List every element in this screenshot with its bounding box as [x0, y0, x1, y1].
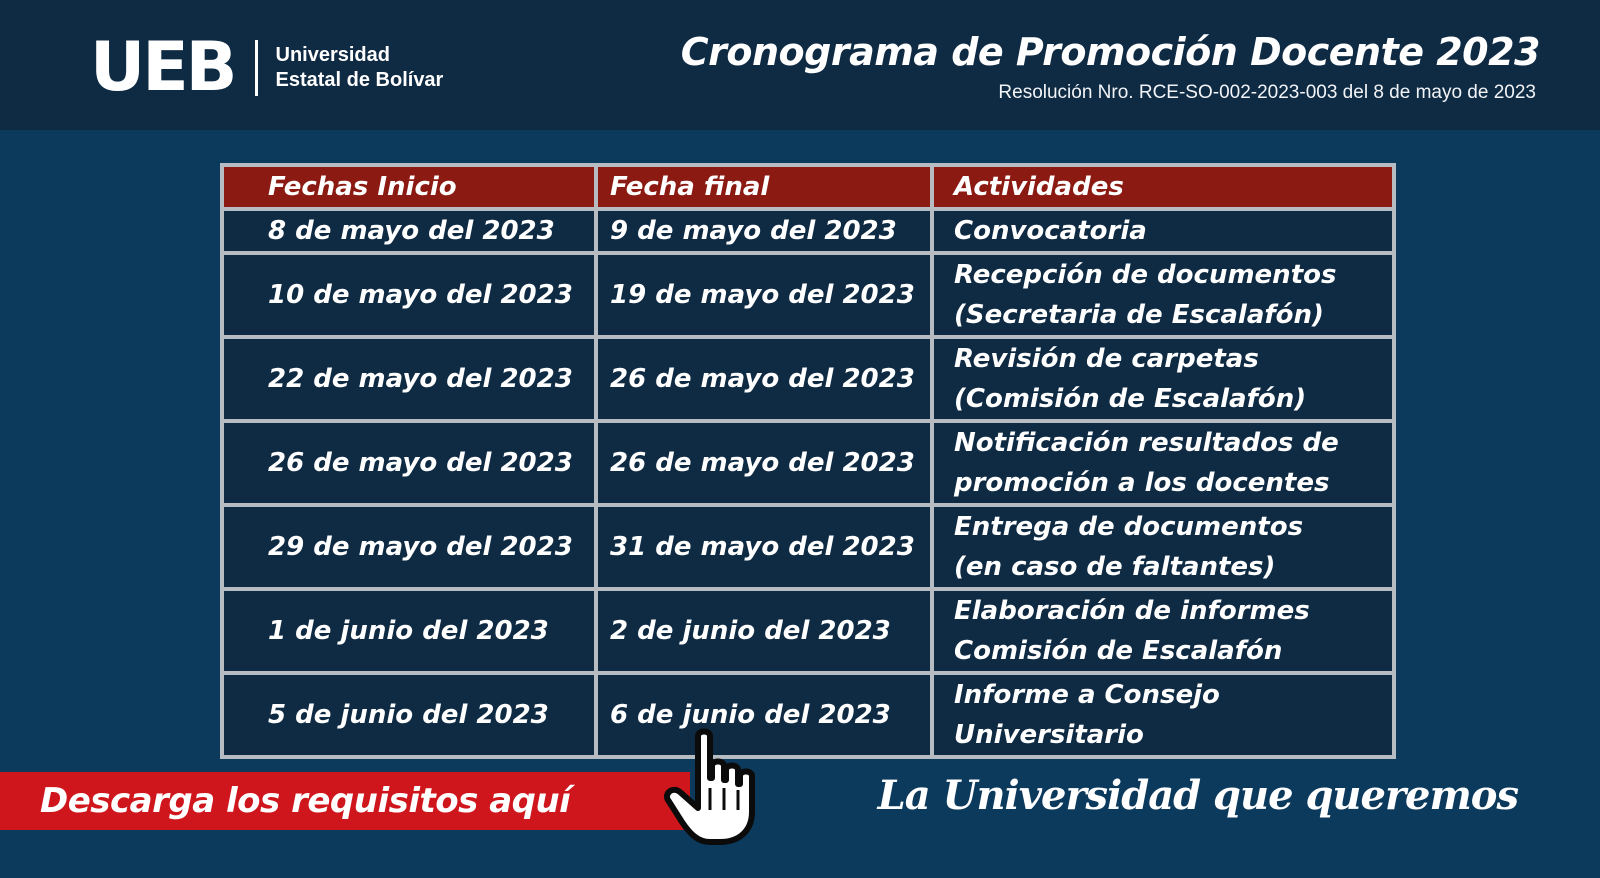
table-row — [222, 253, 1394, 337]
activity-cell — [932, 589, 1394, 673]
end-date-cell: 6 de junio del 2023 — [596, 673, 932, 757]
end-date-cell: 26 de mayo del 2023 — [596, 337, 932, 421]
activity-line: Recepción de documentos — [954, 260, 1337, 290]
activity-cell — [932, 209, 1394, 253]
ueb-logo[interactable] — [90, 28, 444, 107]
table-row — [222, 505, 1394, 589]
start-date-cell: 26 de mayo del 2023 — [222, 421, 596, 505]
header-end-date: Fecha final — [596, 165, 932, 209]
activity-line: (en caso de faltantes) — [954, 552, 1276, 582]
activity-line: Notificación resultados de — [954, 428, 1339, 458]
table-row — [222, 209, 1394, 253]
activity-line: promoción a los docentes — [954, 468, 1330, 498]
start-date-cell: 1 de junio del 2023 — [222, 589, 596, 673]
activity-cell — [932, 253, 1394, 337]
end-date-cell: 26 de mayo del 2023 — [596, 421, 932, 505]
logo-divider — [255, 40, 258, 96]
start-date-cell: 29 de mayo del 2023 — [222, 505, 596, 589]
activity-cell — [932, 505, 1394, 589]
table-header-row — [222, 165, 1394, 209]
start-date-cell: 22 de mayo del 2023 — [222, 337, 596, 421]
end-date-cell: 19 de mayo del 2023 — [596, 253, 932, 337]
activity-line: Elaboración de informes — [954, 596, 1310, 626]
header-activities: Actividades — [932, 165, 1394, 209]
pointer-hand-icon[interactable] — [658, 728, 768, 848]
start-date-cell: 8 de mayo del 2023 — [222, 209, 596, 253]
activity-line: Informe a Consejo — [954, 680, 1220, 710]
download-requirements-label: Descarga los requisitos aquí — [40, 781, 571, 821]
end-date-cell: 2 de junio del 2023 — [596, 589, 932, 673]
activity-cell — [932, 673, 1394, 757]
logo-line-1: Universidad — [275, 44, 390, 66]
end-date-cell: 31 de mayo del 2023 — [596, 505, 932, 589]
table-row — [222, 589, 1394, 673]
download-requirements-button[interactable] — [0, 772, 690, 830]
end-date-cell: 9 de mayo del 2023 — [596, 209, 932, 253]
slogan: La Universidad que queremos — [877, 772, 1518, 819]
activity-line: Universitario — [954, 720, 1144, 750]
resolution-subtitle: Resolución Nro. RCE-SO-002-2023-003 del 8 de mayo de 2023 — [998, 82, 1536, 103]
activity-line: Entrega de documentos — [954, 512, 1304, 542]
activity-line: Revisión de carpetas — [954, 344, 1259, 374]
logo-text — [276, 43, 444, 93]
activity-cell — [932, 337, 1394, 421]
start-date-cell: 5 de junio del 2023 — [222, 673, 596, 757]
header-bar — [0, 0, 1600, 130]
activity-line: Comisión de Escalafón — [954, 636, 1283, 666]
page-title: Cronograma de Promoción Docente 2023 — [680, 30, 1540, 74]
start-date-cell: 10 de mayo del 2023 — [222, 253, 596, 337]
table-row — [222, 421, 1394, 505]
activity-line: (Secretaria de Escalafón) — [954, 300, 1324, 330]
activity-line: Convocatoria — [954, 216, 1147, 246]
logo-mark: UEB — [90, 28, 235, 107]
header-start-date: Fechas Inicio — [222, 165, 596, 209]
table-row — [222, 337, 1394, 421]
table-row — [222, 673, 1394, 757]
logo-line-2: Estatal de Bolívar — [275, 69, 444, 91]
activity-line: (Comisión de Escalafón) — [954, 384, 1307, 414]
activity-cell — [932, 421, 1394, 505]
schedule-table — [220, 163, 1396, 759]
